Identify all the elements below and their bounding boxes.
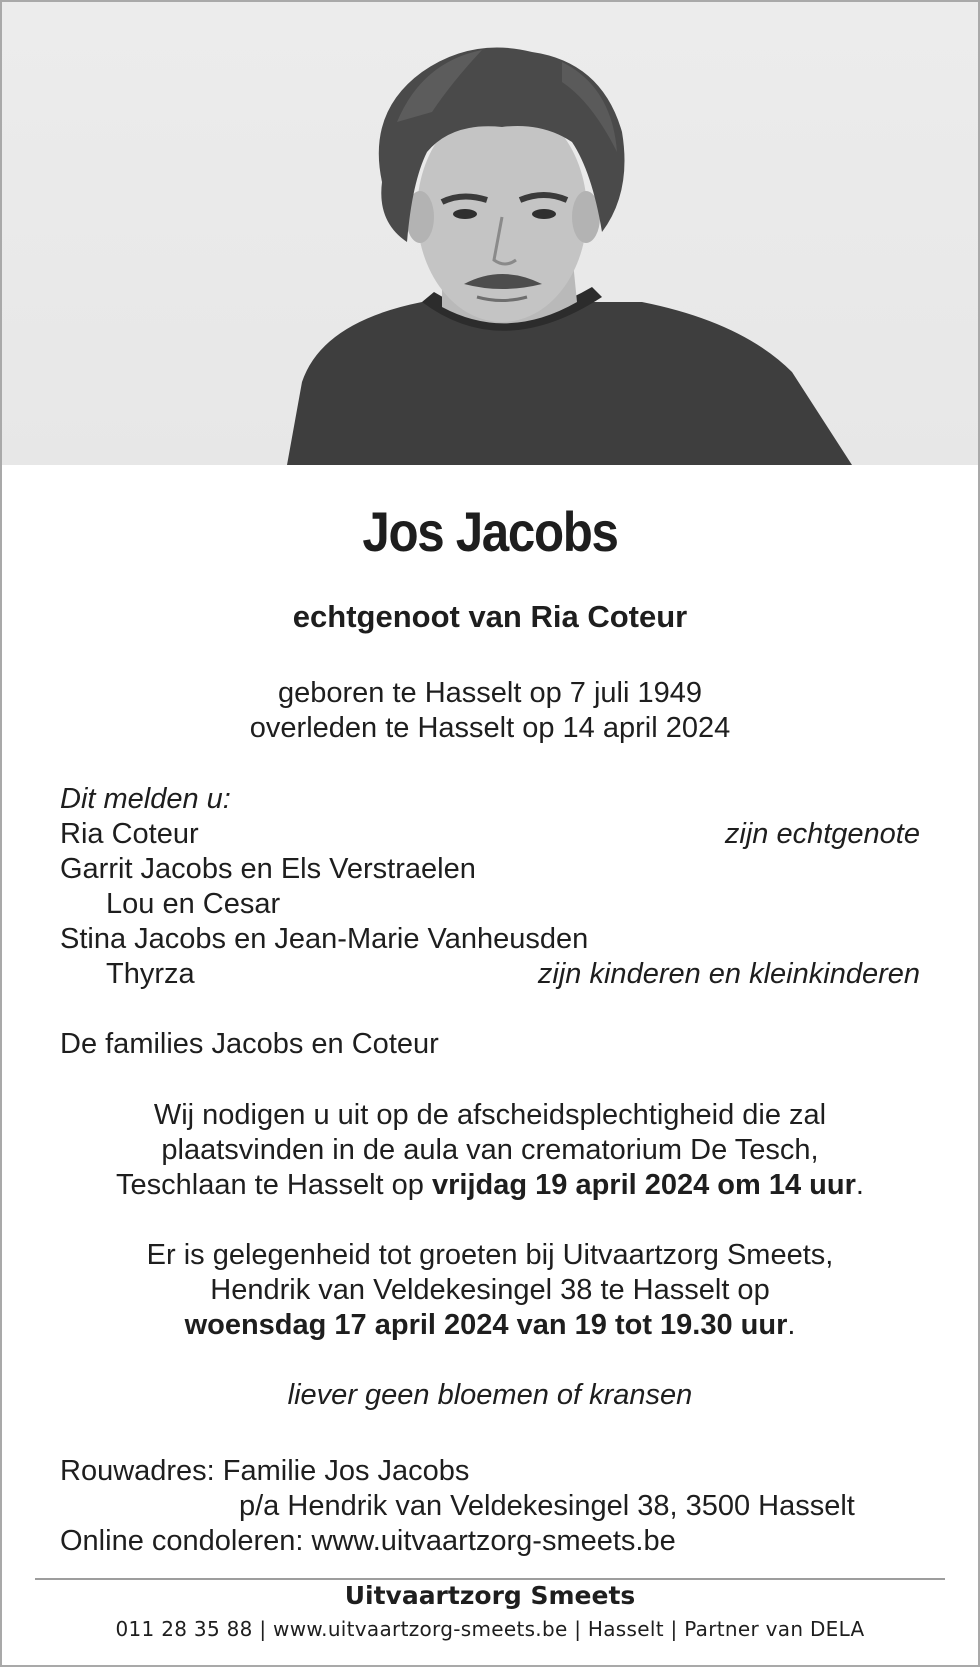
deceased-name: Jos Jacobs (362, 500, 618, 563)
death-line: overleden te Hasselt op 14 april 2024 (249, 712, 731, 744)
birth-line: geboren te Hasselt op 7 juli 1949 (277, 677, 702, 709)
ceremony-line: plaatsvinden in de aula van crematorium De Tesch, (161, 1134, 819, 1166)
ceremony-line: Wij nodigen u uit op de afscheidsplechtigheid die zal (153, 1099, 827, 1131)
visitation-line: Hendrik van Veldekesingel 38 te Hasselt op (210, 1274, 770, 1306)
mourner-name: Lou en Cesar (106, 888, 281, 920)
families-line: De families Jacobs en Coteur (60, 1028, 439, 1060)
funeral-home-name: Uitvaartzorg Smeets (344, 1581, 636, 1610)
mourning-address-label: Rouwadres: Familie Jos Jacobs (60, 1455, 470, 1487)
ceremony-paragraph (2, 1098, 978, 1203)
visitation-line: woensdag 17 april 2024 van 19 tot 19.30 uur. (184, 1309, 796, 1341)
ceremony-datetime: vrijdag 19 april 2024 om 14 uur (431, 1169, 856, 1201)
funeral-home-details: 011 28 35 88 | www.uitvaartzorg-smeets.be | Hasselt | Partner van DELA (115, 1617, 865, 1641)
mourner-name: Thyrza (106, 958, 195, 990)
spouse-line: echtgenoot van Ria Coteur (292, 599, 688, 634)
visitation-paragraph (2, 1238, 978, 1343)
mourner-name: Garrit Jacobs en Els Verstraelen (60, 853, 476, 885)
announce-intro: Dit melden u: (60, 783, 231, 815)
mourner-name: Stina Jacobs en Jean-Marie Vanheusden (60, 923, 589, 955)
mourning-address-street: p/a Hendrik van Veldekesingel 38, 3500 Hasselt (239, 1490, 855, 1522)
online-condolence: Online condoleren: www.uitvaartzorg-smeets.be (60, 1525, 676, 1557)
life-dates (2, 676, 978, 746)
visitation-line: Er is gelegenheid tot groeten bij Uitvaartzorg Smeets, (146, 1239, 834, 1271)
visitation-datetime: woensdag 17 april 2024 van 19 tot 19.30 uur (184, 1309, 788, 1341)
portrait-icon (2, 2, 978, 465)
footer-divider (35, 1578, 945, 1580)
ceremony-line: Teschlaan te Hasselt op vrijdag 19 april 2024 om 14 uur. (116, 1169, 864, 1201)
mourner-name: Ria Coteur (60, 818, 199, 850)
mourner-relation: zijn echtgenote (724, 818, 920, 850)
mourner-relation: zijn kinderen en kleinkinderen (537, 958, 920, 990)
portrait-photo (2, 2, 978, 465)
flowers-note: liever geen bloemen of kransen (287, 1379, 693, 1411)
